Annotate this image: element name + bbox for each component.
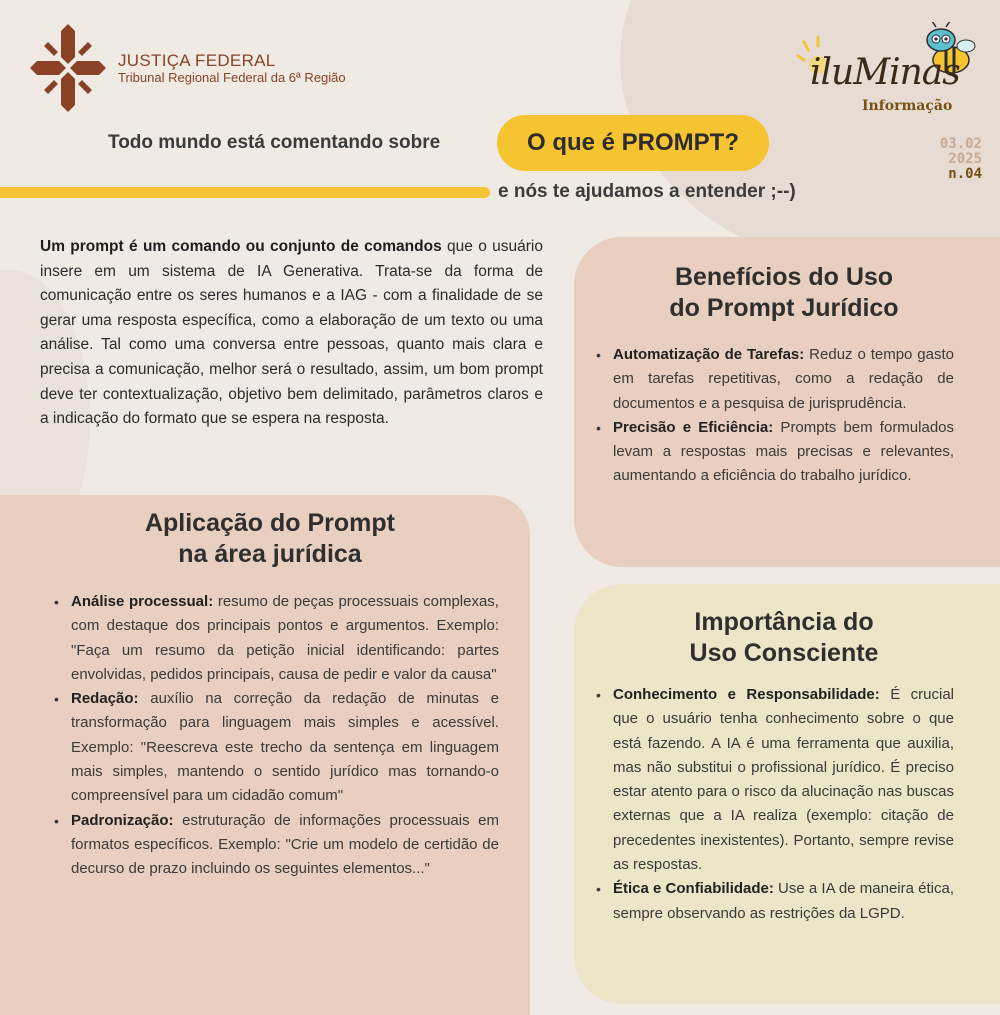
application-title bbox=[0, 508, 540, 570]
justica-federal-logo-icon bbox=[28, 22, 108, 114]
benefits-list bbox=[596, 343, 954, 489]
list-item bbox=[54, 809, 499, 882]
application-card bbox=[0, 495, 530, 1015]
headline-lead: Todo mundo está comentando sobre bbox=[108, 132, 441, 153]
accent-bar bbox=[0, 187, 490, 198]
list-item bbox=[596, 877, 954, 926]
list-item bbox=[54, 687, 499, 808]
issue-number: n.04 bbox=[948, 166, 982, 182]
issue-info bbox=[940, 137, 982, 182]
item-text: auxílio na correção da redação de minutas e transformação para linguagem mais simples e acessível. Exemplo: "Reescreva este trecho da sentença em linguagem mais simples, mantendo o sentido jurídico mas tornando-o compreensível para um cidadão comum" bbox=[71, 690, 499, 805]
headline-tagline: e nós te ajudamos a entender ;--) bbox=[498, 181, 796, 202]
item-label: Conhecimento e Responsabilidade: bbox=[613, 686, 880, 703]
importance-title-line2: Uso Consciente bbox=[689, 639, 879, 667]
application-title-line1: Aplicação do Prompt bbox=[144, 509, 396, 537]
list-item bbox=[596, 416, 954, 489]
intro-paragraph bbox=[40, 235, 543, 432]
item-text: resumo de peças processuais complexas, com destaque dos principais pontos e argumentos. Exemplo: "Faça um resumo da petição inicial identificando: partes envolvidas, pedidos principais, causa de pedir e valor da causa" bbox=[71, 593, 499, 683]
item-text: Prompts bem formulados levam a respostas mais precisas e relevantes, aumentando a eficiência do trabalho jurídico. bbox=[613, 418, 955, 485]
benefits-card bbox=[574, 237, 1000, 567]
headline-pill: O que é PROMPT? bbox=[497, 115, 769, 171]
brand-name: iluMinas bbox=[810, 52, 960, 93]
item-text: É crucial que o usuário tenha conhecimento sobre o que está fazendo. A IA é uma ferramenta que auxilia, mas não substitui o profissional jurídico. É preciso estar atento para o risco da alucinação nas buscas externas que a IA realiza (exemplo: citação de precedentes inexistentes). Portanto, sempre revise as respostas. bbox=[613, 686, 954, 874]
org-subtitle: Tribunal Regional Federal da 6ª Região bbox=[118, 70, 346, 85]
importance-title-line1: Importância do bbox=[694, 608, 874, 636]
importance-card bbox=[574, 584, 1000, 1004]
importance-title bbox=[574, 607, 994, 669]
intro-text: que o usuário insere em um sistema de IA Generativa. Trata-se da forma de comunicação entre os seres humanos e a IAG - com a finalidade de se gerar uma resposta específica, como a elaboração de um texto ou uma análise. Tal como uma conversa entre pessoas, quanto mais clara e precisa a comunicação, melhor será o resultado, assim, um bom prompt deve ter contextualização, objetivo bem delimitado, parâmetros claros e a indicação do formato que se espera na resposta. bbox=[40, 238, 543, 428]
org-name: JUSTIÇA FEDERAL bbox=[118, 51, 276, 70]
list-item bbox=[596, 683, 954, 877]
intro-bold: Um prompt é um comando ou conjunto de comandos bbox=[40, 238, 442, 255]
item-text: Reduz o tempo gasto em tarefas repetitivas, como a redação de documentos e a pesquisa de jurisprudência. bbox=[613, 346, 954, 412]
benefits-title-line2: do Prompt Jurídico bbox=[669, 294, 899, 322]
item-text: Use a IA de maneira ética, sempre observando as restrições da LGPD. bbox=[613, 880, 954, 922]
item-label: Análise processual: bbox=[71, 593, 214, 610]
benefits-title-line1: Benefícios do Uso bbox=[674, 263, 894, 291]
application-title-line2: na área jurídica bbox=[178, 540, 362, 568]
item-label: Padronização: bbox=[71, 811, 174, 829]
item-label: Automatização de Tarefas: bbox=[613, 346, 805, 363]
application-list bbox=[54, 590, 499, 882]
list-item bbox=[54, 590, 499, 687]
benefits-title bbox=[574, 262, 994, 324]
importance-list bbox=[596, 683, 954, 926]
item-label: Ética e Confiabilidade: bbox=[613, 880, 774, 898]
brand-subtitle: Informação bbox=[862, 98, 953, 114]
item-text: estruturação de informações processuais em formatos específicos. Exemplo: "Crie um modelo de certidão de decurso de prazo incluindo os seguintes elementos..." bbox=[71, 811, 499, 878]
issue-date: 03.02 bbox=[939, 136, 982, 152]
list-item bbox=[596, 343, 954, 416]
item-label: Redação: bbox=[71, 690, 139, 708]
issue-year: 2025 bbox=[948, 151, 982, 167]
item-label: Precisão e Eficiência: bbox=[613, 418, 774, 436]
